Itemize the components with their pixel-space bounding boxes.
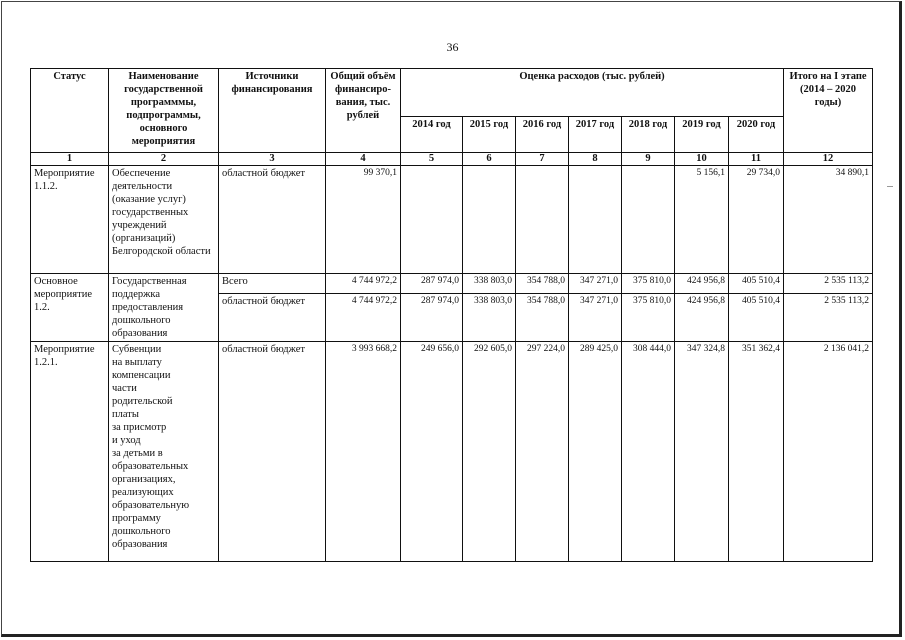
- column-number: 4: [326, 153, 401, 166]
- row-total: 99 370,1: [326, 166, 401, 274]
- row-year-value: 297 224,0: [516, 342, 569, 562]
- row-year-value: 347 271,0: [569, 274, 622, 294]
- row-year-value: 354 788,0: [516, 274, 569, 294]
- row-name: Государственная поддержка предоставления дошкольного образования: [109, 274, 219, 342]
- column-number: 2: [109, 153, 219, 166]
- row-source: Всего: [219, 274, 326, 294]
- row-name-line: реализующих: [112, 487, 174, 498]
- header-year: 2020 год: [729, 117, 784, 153]
- row-year-value: 308 444,0: [622, 342, 675, 562]
- row-year-value: [463, 166, 516, 274]
- row-year-value: 375 810,0: [622, 274, 675, 294]
- header-year: 2016 год: [516, 117, 569, 153]
- row-name-line: части: [112, 383, 137, 394]
- row-name-line: компенсации: [112, 370, 171, 381]
- header-year: 2017 год: [569, 117, 622, 153]
- column-number: 3: [219, 153, 326, 166]
- budget-table: [30, 68, 873, 562]
- row-status: Основное мероприятие 1.2.: [31, 274, 109, 342]
- page-number: 36: [446, 40, 459, 54]
- column-number: 12: [784, 153, 873, 166]
- header-year: 2018 год: [622, 117, 675, 153]
- row-name-line: на выплату: [112, 357, 162, 368]
- row-year-value: 249 656,0: [401, 342, 463, 562]
- row-year-value: 405 510,4: [729, 294, 784, 342]
- row-year-value: 289 425,0: [569, 342, 622, 562]
- column-number: 1: [31, 153, 109, 166]
- row-name-line: и уход: [112, 435, 141, 446]
- row-name-line: за присмотр: [112, 422, 167, 433]
- row-stage-total: 2 535 113,2: [784, 294, 873, 342]
- row-year-value: 338 803,0: [463, 294, 516, 342]
- table-row: [31, 274, 873, 294]
- row-year-value: 375 810,0: [622, 294, 675, 342]
- column-number: 11: [729, 153, 784, 166]
- table-row: [31, 166, 873, 274]
- row-year-value: 29 734,0: [729, 166, 784, 274]
- header-year: 2014 год: [401, 117, 463, 153]
- row-year-value: 351 362,4: [729, 342, 784, 562]
- header-estimate: Оценка расходов (тыс. рублей): [401, 69, 784, 117]
- row-stage-total: 34 890,1: [784, 166, 873, 274]
- row-source: областной бюджет: [219, 294, 326, 342]
- row-total: 4 744 972,2: [326, 294, 401, 342]
- row-name-line: платы: [112, 409, 139, 420]
- row-year-value: [516, 166, 569, 274]
- row-name: Обеспечение деятельности (оказание услуг) государственных учреждений (организаций) Белгородской области: [109, 166, 219, 274]
- row-status: Мероприятие 1.2.1.: [31, 342, 109, 562]
- row-year-value: [401, 166, 463, 274]
- row-year-value: 287 974,0: [401, 274, 463, 294]
- row-year-value: 292 605,0: [463, 342, 516, 562]
- row-name-line: образовательную: [112, 500, 190, 511]
- row-year-value: 5 156,1: [675, 166, 729, 274]
- row-year-value: 405 510,4: [729, 274, 784, 294]
- column-number: 10: [675, 153, 729, 166]
- row-name-line: за детьми в: [112, 448, 163, 459]
- row-status: Мероприятие 1.1.2.: [31, 166, 109, 274]
- row-year-value: [622, 166, 675, 274]
- row-name-line: родительской: [112, 396, 173, 407]
- row-year-value: 347 271,0: [569, 294, 622, 342]
- row-name-line: программу: [112, 513, 161, 524]
- column-number: 9: [622, 153, 675, 166]
- header-status: Статус: [31, 69, 109, 153]
- row-source: областной бюджет: [219, 342, 326, 562]
- header-stage-total: Итого на I этапе (2014 – 2020 годы): [784, 69, 873, 153]
- row-year-value: 424 956,8: [675, 274, 729, 294]
- row-name-line: образования: [112, 539, 168, 550]
- margin-mark: [887, 186, 893, 187]
- header-total: Общий объём финансиро-вания, тыс. рублей: [326, 69, 401, 153]
- row-total: 4 744 972,2: [326, 274, 401, 294]
- row-stage-total: 2 136 041,2: [784, 342, 873, 562]
- header-year: 2019 год: [675, 117, 729, 153]
- row-name-line: дошкольного: [112, 526, 171, 537]
- header-sources: Источники финансирования: [219, 69, 326, 153]
- row-total: 3 993 668,2: [326, 342, 401, 562]
- row-year-value: [569, 166, 622, 274]
- row-name-line: Субвенции: [112, 344, 162, 355]
- column-number: 5: [401, 153, 463, 166]
- column-number: 7: [516, 153, 569, 166]
- row-year-value: 338 803,0: [463, 274, 516, 294]
- row-year-value: 354 788,0: [516, 294, 569, 342]
- row-year-value: 347 324,8: [675, 342, 729, 562]
- row-year-value: 287 974,0: [401, 294, 463, 342]
- row-source: областной бюджет: [219, 166, 326, 274]
- row-stage-total: 2 535 113,2: [784, 274, 873, 294]
- row-name-line: образовательных: [112, 461, 189, 472]
- row-name-line: организациях,: [112, 474, 176, 485]
- row-year-value: 424 956,8: [675, 294, 729, 342]
- table-row: [31, 342, 873, 562]
- column-number: 6: [463, 153, 516, 166]
- column-number: 8: [569, 153, 622, 166]
- header-name: Наименование государственной программмы, подпрограммы, основного мероприятия: [109, 69, 219, 153]
- row-name: [109, 342, 219, 562]
- header-year: 2015 год: [463, 117, 516, 153]
